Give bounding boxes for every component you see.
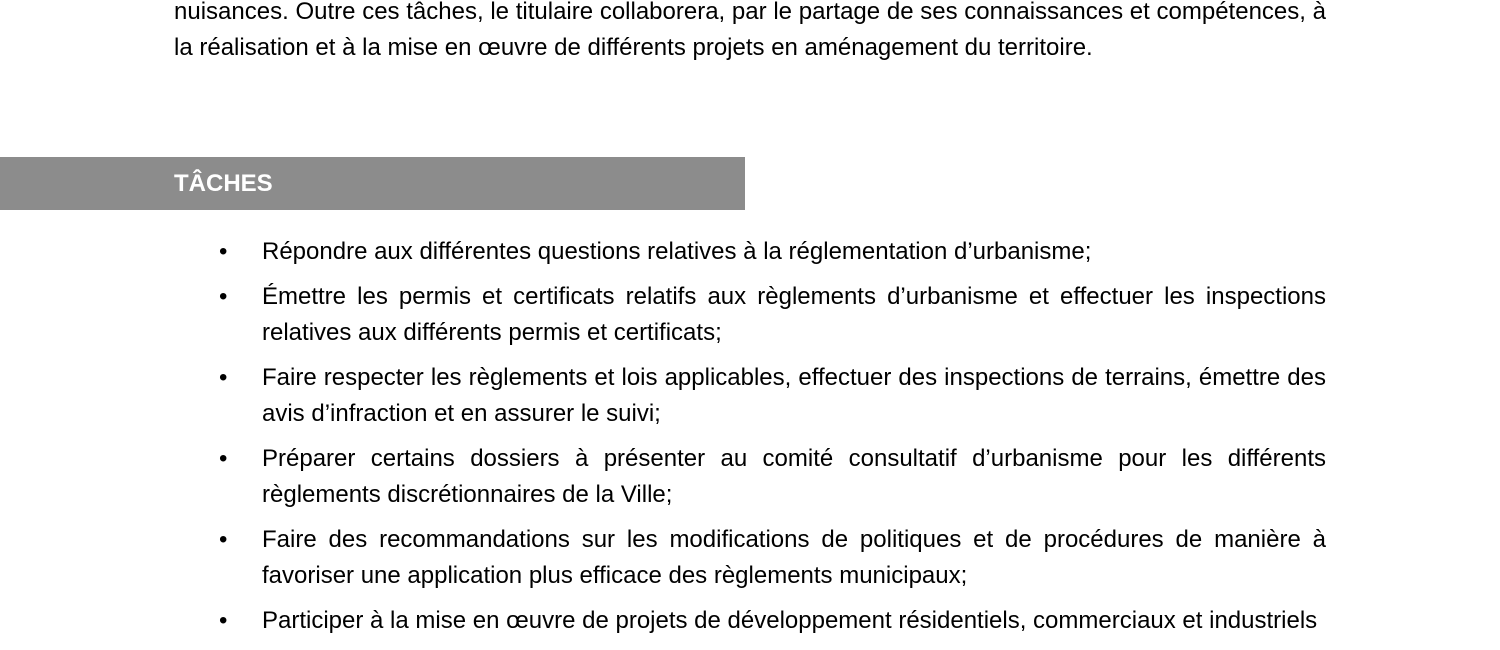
task-text: Répondre aux différentes questions relatives à la réglementation d’urbanisme; xyxy=(262,238,1092,265)
bullet-icon: • xyxy=(219,364,228,391)
bullet-icon: • xyxy=(219,526,228,553)
list-item xyxy=(0,441,1326,513)
list-item xyxy=(0,234,1326,270)
task-text: Participer à la mise en œuvre de projets de développement résidentiels, commerciaux et industriels xyxy=(262,607,1318,634)
task-text: Préparer certains dossiers à présenter au comité consultatif d’urbanisme pour les différents règlements discrétionnaires de la Ville; xyxy=(262,445,1326,508)
bullet-icon: • xyxy=(219,445,228,472)
list-item xyxy=(0,522,1326,594)
bullet-icon: • xyxy=(219,607,228,634)
intro-paragraph: nuisances. Outre ces tâches, le titulaire collaborera, par le partage de ses connaissances et compétences, à la réalisation et à la mise en œuvre de différents projets en aménagement du territoire. xyxy=(174,0,1326,61)
task-text: Faire des recommandations sur les modifications de politiques et de procédures de manière à favoriser une application plus efficace des règlements municipaux; xyxy=(262,526,1326,589)
list-item xyxy=(0,360,1326,432)
task-list xyxy=(0,234,1326,648)
section-title: TÂCHES xyxy=(174,170,273,197)
task-text: Émettre les permis et certificats relatifs aux règlements d’urbanisme et effectuer les inspections relatives aux différents permis et certificats; xyxy=(262,283,1326,346)
bullet-icon: • xyxy=(219,283,228,310)
task-text: Faire respecter les règlements et lois applicables, effectuer des inspections de terrains, émettre des avis d’infraction et en assurer le suivi; xyxy=(262,364,1326,427)
section-header-bar xyxy=(0,157,745,210)
list-item xyxy=(0,603,1326,639)
list-item xyxy=(0,279,1326,351)
bullet-icon: • xyxy=(219,238,228,265)
